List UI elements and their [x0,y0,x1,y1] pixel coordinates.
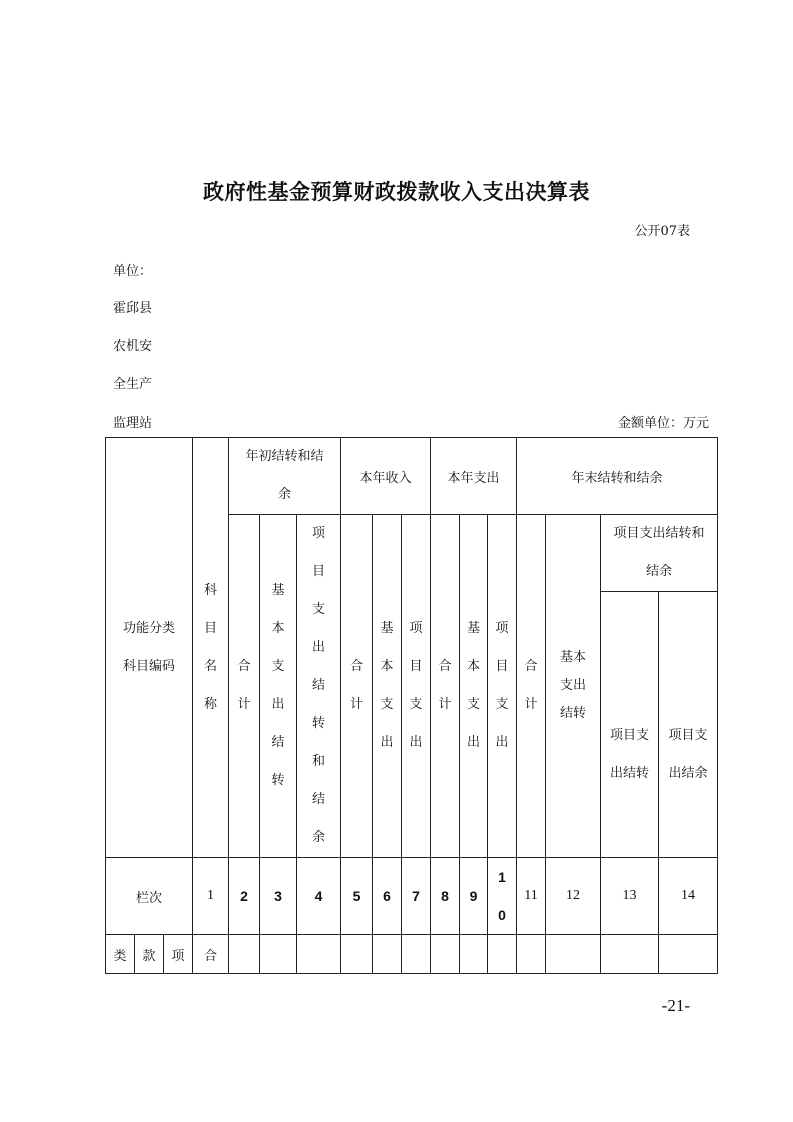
last-row-total: 合 [193,935,229,974]
row-index-5: 5 [341,858,373,935]
row-index-1: 1 [193,858,229,935]
expense-total: 合 计 [431,515,460,858]
begin-basic-carry: 基 本 支 出 结 转 [260,515,297,858]
unit-name-line-1: 霍邱县 [113,301,153,316]
last-row-category: 类 [106,935,135,974]
header-func-code [106,438,193,858]
row-index-3: 3 [260,858,297,935]
cell [546,935,601,974]
income-basic: 基 本 支 出 [373,515,402,858]
cell [402,935,431,974]
header-group-expense: 本年支出 [431,438,517,515]
income-total: 合 计 [341,515,373,858]
cell [297,935,341,974]
end-project-surplus: 项目支 出结余 [659,592,718,858]
row-index-2: 2 [229,858,260,935]
cell [229,935,260,974]
income-project: 项 目 支 出 [402,515,431,858]
header-group-income: 本年收入 [341,438,431,515]
row-index-8: 8 [431,858,460,935]
header-func-code-l1: 功能分类 [122,620,175,636]
unit-label: 单位： [113,264,153,279]
expense-basic: 基 本 支 出 [460,515,488,858]
row-index-13: 13 [601,858,659,935]
row-index-7: 7 [402,858,431,935]
header-group-begin: 年初结转和结 余 [229,438,341,515]
cell [659,935,718,974]
row-index-6: 6 [373,858,402,935]
row-index-4: 4 [297,858,341,935]
page-number: -21- [661,996,690,1015]
final-accounts-table [105,437,718,974]
begin-total: 合 计 [229,515,260,858]
cell [341,935,373,974]
unit-name-line-4: 监理站 [113,416,153,431]
header-group-end: 年末结转和结余 [517,438,718,515]
expense-project: 项 目 支 出 [488,515,517,858]
amount-unit: 金额单位：万元 [617,416,709,431]
header-subject-name: 科 目 名 称 [193,438,229,858]
end-project-carry: 项目支 出结转 [601,592,659,858]
row-index-12: 12 [546,858,601,935]
page-title: 政府性基金预算财政拨款收入支出决算表 [203,180,590,204]
row-index-9: 9 [460,858,488,935]
unit-name-line-3: 全生产 [113,377,153,392]
last-row-item: 款 [135,935,164,974]
row-index-10: 1 0 [488,858,517,935]
end-basic-carry: 基本 支出 结转 [546,515,601,858]
cell [431,935,460,974]
unit-name-line-2: 农机安 [113,339,153,354]
cell [601,935,659,974]
row-index-label: 栏次 [106,858,193,935]
header-func-code-l2: 科目编码 [122,658,175,674]
cell [460,935,488,974]
begin-project-carry-surplus: 项 目 支 出 结 转 和 结 余 [297,515,341,858]
row-index-11: 11 [517,858,546,935]
form-number: 公开07表 [634,224,690,239]
end-project-group: 项目支出结转和 结余 [601,515,718,592]
cell [517,935,546,974]
row-index-14: 14 [659,858,718,935]
end-total: 合 计 [517,515,546,858]
cell [488,935,517,974]
cell [260,935,297,974]
cell [373,935,402,974]
last-row-subitem: 项 [164,935,193,974]
